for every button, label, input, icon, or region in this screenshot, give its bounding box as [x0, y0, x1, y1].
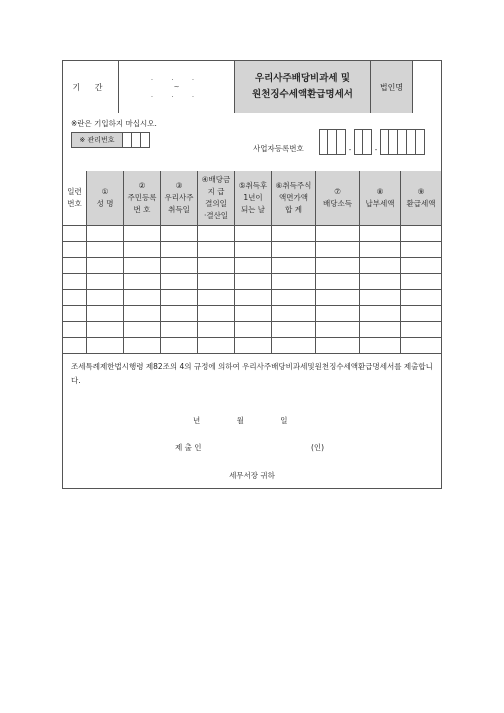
period-end: . . .: [150, 91, 203, 99]
table-cell[interactable]: [161, 242, 198, 257]
table-cell[interactable]: [235, 274, 272, 289]
period-start: . . .: [150, 74, 203, 82]
column-header: ⑨ 환급세액: [406, 187, 436, 208]
table-cell[interactable]: [235, 258, 272, 273]
table-cell[interactable]: [360, 290, 401, 305]
table-cell[interactable]: [272, 306, 316, 321]
table-cell[interactable]: [63, 274, 87, 289]
table-cell[interactable]: [401, 322, 441, 337]
business-number-dash: -: [348, 146, 352, 154]
business-number-box[interactable]: [389, 129, 398, 155]
column-header: ③ 우리사주 취득일: [161, 171, 198, 225]
submitter-label: 제 출 인: [175, 443, 202, 452]
table-cell[interactable]: [316, 274, 360, 289]
form-frame: [62, 60, 442, 489]
table-cell[interactable]: [161, 290, 198, 305]
table-cell[interactable]: [316, 258, 360, 273]
table-cell[interactable]: [272, 242, 316, 257]
management-number-box[interactable]: [141, 132, 150, 148]
column-header: ④배당금 지 급 결의일 ·결산일: [198, 171, 235, 225]
column-header: ① 성 명: [87, 171, 124, 225]
table-cell[interactable]: [124, 226, 161, 241]
table-cell[interactable]: [401, 274, 441, 289]
table-cell[interactable]: [316, 226, 360, 241]
business-number-box[interactable]: [337, 129, 346, 155]
table-cell[interactable]: [87, 306, 124, 321]
detail-table: [63, 171, 441, 354]
business-number-box[interactable]: [416, 129, 425, 155]
period-tilde: ~: [173, 83, 180, 91]
management-number: [71, 132, 150, 148]
business-number-field[interactable]: [319, 129, 425, 155]
table-cell[interactable]: [401, 258, 441, 273]
table-cell[interactable]: [87, 242, 124, 257]
management-number-box[interactable]: [123, 132, 132, 148]
table-cell[interactable]: [63, 258, 87, 273]
declaration-section: [63, 350, 441, 488]
business-number-box[interactable]: [328, 129, 337, 155]
fill-note: ※란은 기입하지 마십시오.: [71, 119, 157, 128]
business-number-box[interactable]: [363, 129, 372, 155]
form-title: [235, 61, 371, 113]
table-cell[interactable]: [63, 242, 87, 257]
table-cell[interactable]: [316, 306, 360, 321]
table-row: [63, 322, 441, 338]
business-number-box[interactable]: [319, 129, 328, 155]
table-cell[interactable]: [124, 242, 161, 257]
table-cell[interactable]: [87, 226, 124, 241]
seal-mark: (인): [311, 443, 325, 452]
table-cell[interactable]: [360, 226, 401, 241]
table-cell[interactable]: [198, 242, 235, 257]
table-cell[interactable]: [63, 306, 87, 321]
table-cell[interactable]: [360, 242, 401, 257]
table-cell[interactable]: [401, 290, 441, 305]
table-cell[interactable]: [124, 290, 161, 305]
table-cell[interactable]: [124, 258, 161, 273]
form-title-line2: 원천징수세액환급명세서: [252, 89, 353, 100]
submission-date[interactable]: [193, 415, 288, 426]
table-cell[interactable]: [360, 274, 401, 289]
table-cell[interactable]: [360, 306, 401, 321]
corp-name-label: 법인명: [371, 61, 413, 113]
table-cell[interactable]: [87, 258, 124, 273]
table-cell[interactable]: [198, 290, 235, 305]
table-cell[interactable]: [87, 290, 124, 305]
table-cell[interactable]: [198, 258, 235, 273]
table-cell[interactable]: [124, 306, 161, 321]
table-cell[interactable]: [124, 274, 161, 289]
column-header: ⑦ 배당소득: [316, 171, 360, 225]
date-day: 일: [280, 416, 288, 425]
table-cell[interactable]: [235, 290, 272, 305]
table-cell[interactable]: [161, 258, 198, 273]
table-cell[interactable]: [198, 306, 235, 321]
table-cell[interactable]: [161, 226, 198, 241]
table-cell[interactable]: [272, 258, 316, 273]
column-header: ⑧ 납부세액: [360, 171, 401, 225]
table-cell[interactable]: [272, 274, 316, 289]
column-header: 일련 번호: [63, 171, 87, 225]
business-number-box[interactable]: [380, 129, 389, 155]
table-cell[interactable]: [272, 322, 316, 337]
date-month: 월: [236, 416, 244, 425]
table-cell[interactable]: [235, 242, 272, 257]
business-number-box[interactable]: [398, 129, 407, 155]
table-row: [63, 242, 441, 258]
table-cell[interactable]: [198, 322, 235, 337]
table-cell[interactable]: [401, 306, 441, 321]
management-number-box[interactable]: [132, 132, 141, 148]
table-cell[interactable]: [316, 290, 360, 305]
table-cell[interactable]: [316, 242, 360, 257]
table-cell[interactable]: [316, 322, 360, 337]
table-cell[interactable]: [63, 226, 87, 241]
table-row: [63, 258, 441, 274]
table-cell[interactable]: [198, 226, 235, 241]
table-row: [63, 290, 441, 306]
table-cell[interactable]: [87, 274, 124, 289]
table-row: [63, 306, 441, 322]
form-title-line1: 우리사주배당비과세 및: [254, 73, 351, 84]
date-year: 년: [193, 416, 201, 425]
table-cell[interactable]: [198, 274, 235, 289]
table-cell[interactable]: [235, 226, 272, 241]
form-header: [63, 61, 441, 114]
table-cell[interactable]: [161, 274, 198, 289]
business-number-box[interactable]: [354, 129, 363, 155]
management-number-label: ※ 관리번호: [71, 132, 123, 148]
table-cell[interactable]: [87, 322, 124, 337]
table-cell[interactable]: [272, 290, 316, 305]
table-cell[interactable]: [124, 322, 161, 337]
business-number-box[interactable]: [407, 129, 416, 155]
declaration-text: 조세특례제한법시행령 제82조의 4의 규정에 의하여 우리사주배당비과세및원천징수세액환급명세서를 제출합니다.: [71, 362, 433, 385]
table-row: [63, 226, 441, 242]
table-cell[interactable]: [360, 258, 401, 273]
table-cell[interactable]: [161, 322, 198, 337]
table-cell[interactable]: [63, 322, 87, 337]
table-cell[interactable]: [235, 322, 272, 337]
business-number-label: 사업자등록번호: [253, 144, 304, 153]
column-header: ⑤취득후 1년이 되는 날: [235, 171, 272, 225]
table-row: [63, 274, 441, 290]
corp-name-field[interactable]: [413, 61, 441, 113]
table-body: [63, 226, 441, 354]
table-cell[interactable]: [272, 226, 316, 241]
table-cell[interactable]: [63, 290, 87, 305]
period-label: 기 간: [63, 61, 119, 113]
table-cell[interactable]: [401, 242, 441, 257]
column-header: ⑥취득주식 액면가액 합 계: [272, 171, 316, 225]
table-header: [63, 171, 441, 226]
table-cell[interactable]: [401, 226, 441, 241]
column-header: ② 주민등록 번 호: [124, 171, 161, 225]
business-number-dash: -: [374, 146, 378, 154]
table-cell[interactable]: [360, 322, 401, 337]
table-cell[interactable]: [235, 306, 272, 321]
table-cell[interactable]: [161, 306, 198, 321]
addressee: 세무서장 귀하: [229, 471, 275, 480]
period-field[interactable]: [119, 61, 235, 113]
